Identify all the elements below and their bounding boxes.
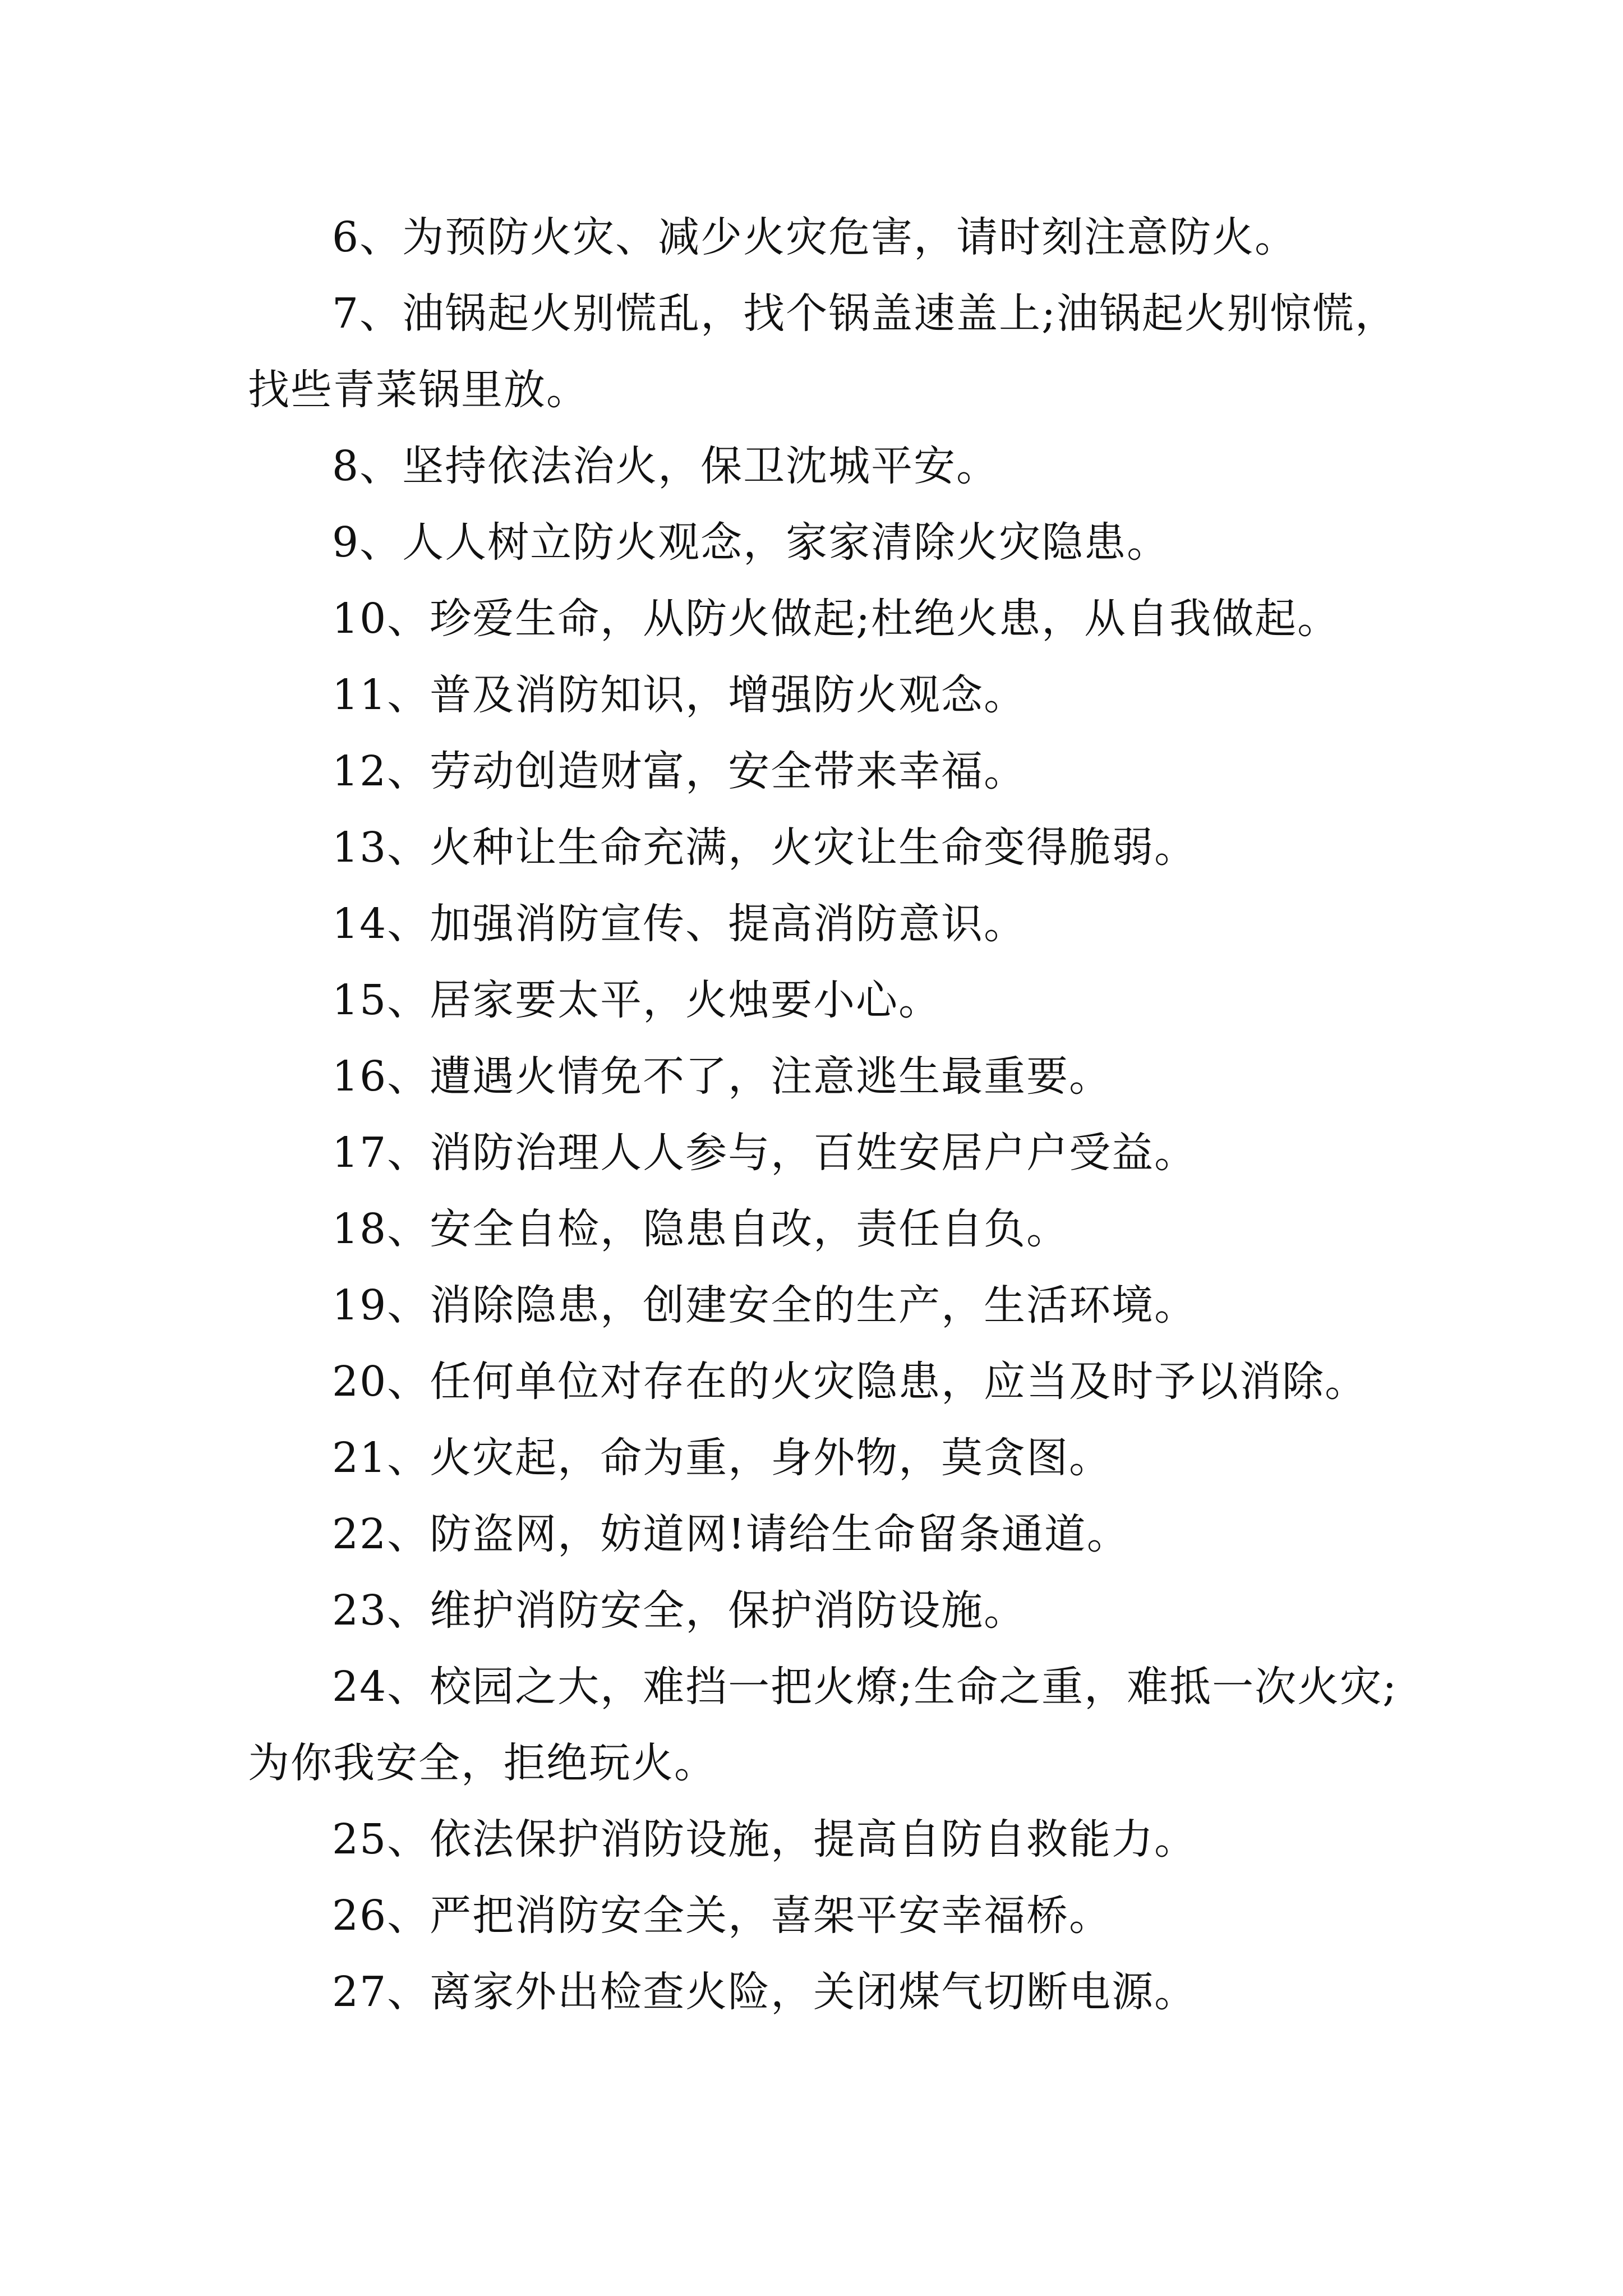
list-item: 27、离家外出检查火险，关闭煤气切断电源。: [332, 1968, 1197, 2016]
list-item: 12、劳动创造财富，安全带来幸福。: [332, 747, 1027, 795]
list-item: 6、为预防火灾、减少火灾危害，请时刻注意防火。: [332, 213, 1298, 261]
list-item: 7、油锅起火别慌乱，找个锅盖速盖上;油锅起火别惊慌，找些青菜锅里放。: [248, 289, 1398, 414]
list-item: 16、遭遇火情免不了，注意逃生最重要。: [332, 1052, 1112, 1101]
list-item: 15、居家要太平，火烛要小心。: [332, 976, 942, 1024]
list-item: 10、珍爱生命，从防火做起;杜绝火患，从自我做起。: [332, 595, 1340, 643]
list-item: 19、消除隐患，创建安全的生产，生活环境。: [332, 1281, 1197, 1329]
list-item: 9、人人树立防火观念，家家清除火灾隐患。: [332, 518, 1170, 567]
list-item: 24、校园之大，难挡一把火燎;生命之重，难抵一次火灾;为你我安全，拒绝玩火。: [248, 1663, 1398, 1787]
list-item: 21、火灾起，命为重，身外物，莫贪图。: [332, 1434, 1112, 1482]
list-item: 25、依法保护消防设施，提高自防自救能力。: [332, 1815, 1197, 1864]
list-item: 13、火种让生命充满，火灾让生命变得脆弱。: [332, 823, 1197, 872]
list-item: 22、防盗网，妨道网!请给生命留条通道。: [332, 1510, 1129, 1558]
list-item: 18、安全自检，隐患自改，责任自负。: [332, 1205, 1069, 1253]
list-item: 8、坚持依法治火，保卫沈城平安。: [332, 442, 999, 490]
list-item: 17、消防治理人人参与，百姓安居户户受益。: [332, 1129, 1197, 1177]
list-item: 23、维护消防安全，保护消防设施。: [332, 1586, 1027, 1635]
slogan-list: [248, 199, 1403, 2030]
list-item: 26、严把消防安全关，喜架平安幸福桥。: [332, 1892, 1112, 1940]
list-item: 14、加强消防宣传、提高消防意识。: [332, 900, 1027, 948]
list-item: 11、普及消防知识，增强防火观念。: [332, 671, 1027, 719]
list-item: 20、任何单位对存在的火灾隐患，应当及时予以消除。: [332, 1358, 1368, 1406]
